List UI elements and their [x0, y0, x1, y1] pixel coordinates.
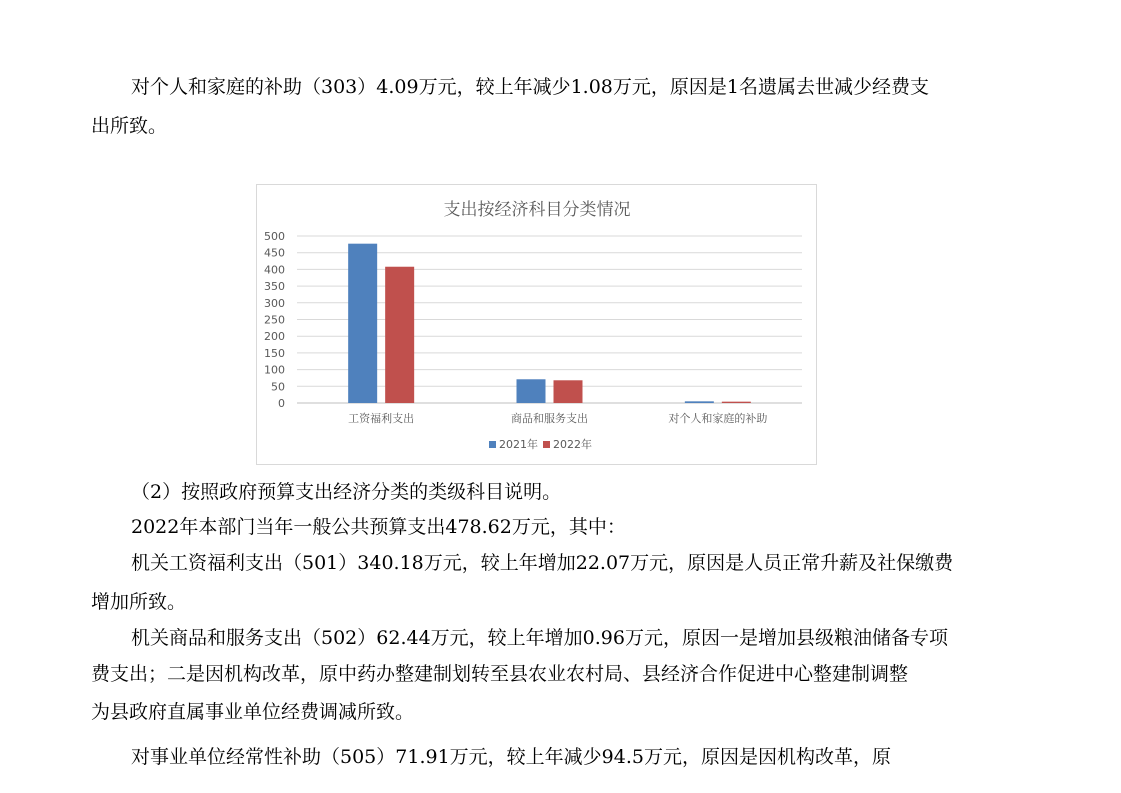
- y-tick-label: 0: [278, 397, 285, 410]
- x-tick-label: 商品和服务支出: [511, 412, 588, 425]
- y-tick-label: 450: [264, 246, 285, 260]
- chart-bars: [348, 244, 751, 403]
- y-tick-label: 400: [264, 263, 285, 277]
- section-heading: （2）按照政府预算支出经济分类的类级科目说明。: [131, 481, 562, 503]
- y-axis: [264, 230, 285, 410]
- paragraph-line: 费支出；二是因机构改革，原中药办整建制划转至县农业农村局、县经济合作促进中心整建制调整: [91, 663, 909, 685]
- paragraph-line: 对个人和家庭的补助（303）4.09万元，较上年减少1.08万元，原因是1名遗属去世减少经费支: [131, 76, 929, 98]
- chart-title: 支出按经济科目分类情况: [443, 200, 631, 220]
- bar-series-1-1: [517, 379, 546, 403]
- paragraph-line: 为县政府直属事业单位经费调减所致。: [91, 701, 415, 723]
- y-tick-label: 350: [264, 280, 285, 294]
- y-tick-label: 50: [271, 380, 285, 394]
- legend-swatch: [543, 441, 550, 448]
- paragraph-line: 机关工资福利支出（501）340.18万元，较上年增加22.07万元，原因是人员正常升薪及社保缴费: [131, 552, 954, 574]
- expenditure-chart: [256, 184, 817, 465]
- bar-series-2-2: [722, 402, 751, 403]
- y-tick-label: 250: [264, 313, 285, 327]
- legend-swatch: [489, 441, 496, 448]
- y-tick-label: 500: [264, 230, 285, 243]
- paragraph-line: 出所致。: [91, 115, 168, 137]
- y-tick-label: 100: [264, 363, 285, 377]
- y-tick-label: 300: [264, 296, 285, 310]
- bar-series-2-1: [554, 380, 583, 403]
- paragraph-line: 2022年本部门当年一般公共预算支出478.62万元，其中：: [131, 516, 626, 538]
- bar-series-2-0: [385, 267, 414, 403]
- paragraph-line: 机关商品和服务支出（502）62.44万元，较上年增加0.96万元，原因一是增加县级粮油储备专项: [131, 627, 948, 649]
- y-tick-label: 150: [264, 346, 285, 360]
- y-tick-label: 200: [264, 330, 285, 344]
- bar-series-1-0: [348, 244, 377, 403]
- legend-label: 2021年: [499, 438, 538, 451]
- chart-legend: [489, 437, 592, 451]
- paragraph-line: 对事业单位经常性补助（505）71.91万元，较上年减少94.5万元，原因是因机构改革，原: [131, 746, 891, 768]
- bar-series-1-2: [685, 401, 714, 403]
- x-tick-label: 工资福利支出: [348, 412, 415, 425]
- x-axis: [348, 411, 767, 425]
- paragraph-line: 增加所致。: [91, 591, 187, 613]
- x-tick-label: 对个人和家庭的补助: [668, 412, 768, 425]
- chart-svg: [257, 185, 818, 466]
- legend-label: 2022年: [553, 438, 592, 451]
